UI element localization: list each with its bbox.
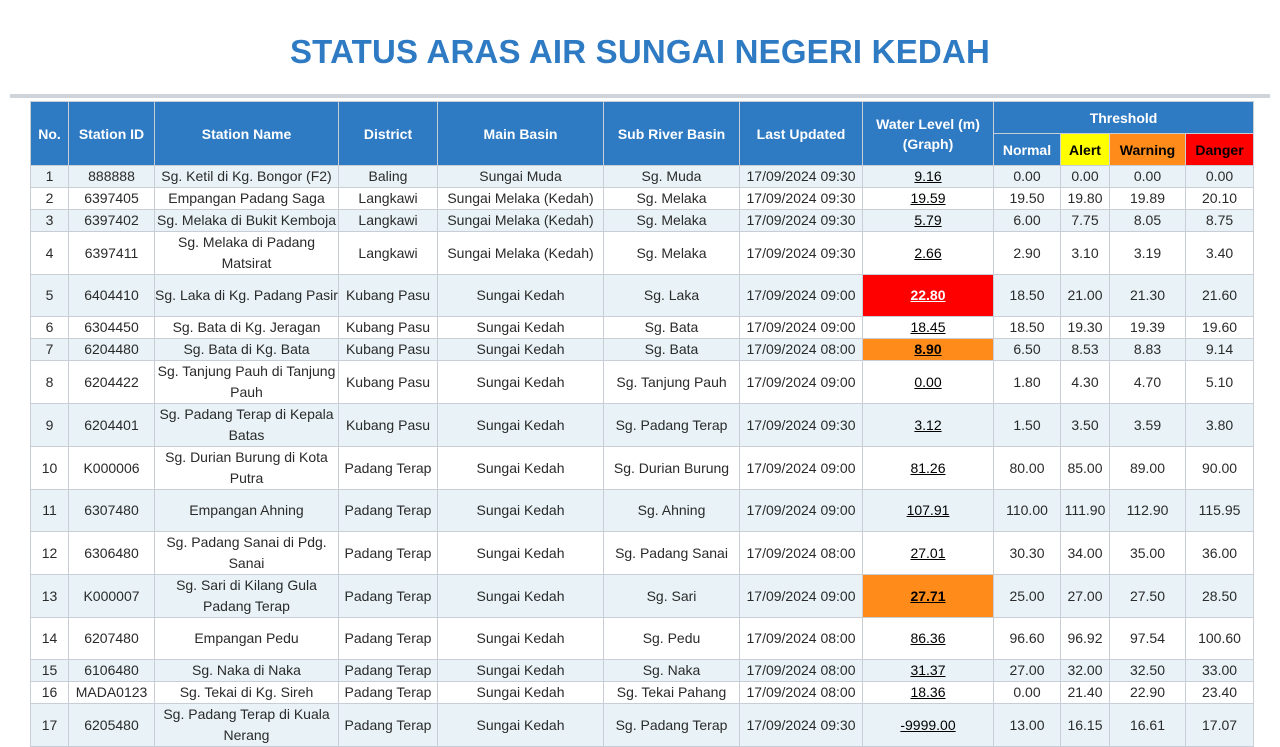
- cell-warning: 89.00: [1110, 447, 1186, 490]
- table-row: [31, 188, 1254, 210]
- header-station-name: Station Name: [155, 102, 339, 166]
- cell-water-level: [863, 532, 994, 575]
- cell-danger: 19.60: [1186, 317, 1254, 339]
- cell-water-level: [863, 166, 994, 188]
- header-alert: Alert: [1061, 134, 1110, 166]
- cell-station-name: Sg. Melaka di Bukit Kemboja: [155, 210, 339, 232]
- cell-sub-river-basin: Sg. Melaka: [604, 232, 740, 275]
- cell-alert: 19.30: [1061, 317, 1110, 339]
- cell-alert: 3.10: [1061, 232, 1110, 275]
- cell-last-updated: 17/09/2024 08:00: [740, 339, 863, 361]
- cell-danger: 21.60: [1186, 275, 1254, 317]
- cell-station-id: 6306480: [69, 532, 155, 575]
- table-row: [31, 275, 1254, 317]
- cell-normal: 27.00: [994, 660, 1061, 682]
- cell-no: 10: [31, 447, 69, 490]
- table-row: [31, 532, 1254, 575]
- cell-district: Baling: [339, 166, 438, 188]
- header-sub-river-basin: Sub River Basin: [604, 102, 740, 166]
- water-level-graph-link[interactable]: 86.36: [910, 630, 946, 646]
- cell-district: Kubang Pasu: [339, 404, 438, 447]
- cell-district: Langkawi: [339, 232, 438, 275]
- cell-sub-river-basin: Sg. Bata: [604, 339, 740, 361]
- cell-no: 1: [31, 166, 69, 188]
- cell-sub-river-basin: Sg. Melaka: [604, 210, 740, 232]
- water-level-graph-link[interactable]: 5.79: [914, 212, 942, 228]
- cell-alert: 8.53: [1061, 339, 1110, 361]
- cell-danger: 100.60: [1186, 618, 1254, 660]
- cell-main-basin: Sungai Melaka (Kedah): [438, 188, 604, 210]
- cell-water-level: [863, 660, 994, 682]
- cell-last-updated: 17/09/2024 09:30: [740, 404, 863, 447]
- cell-danger: 115.95: [1186, 490, 1254, 532]
- cell-no: 5: [31, 275, 69, 317]
- cell-water-level: [863, 618, 994, 660]
- cell-alert: 27.00: [1061, 575, 1110, 618]
- cell-normal: 19.50: [994, 188, 1061, 210]
- cell-district: Kubang Pasu: [339, 275, 438, 317]
- cell-district: Padang Terap: [339, 532, 438, 575]
- water-level-graph-link[interactable]: -9999.00: [900, 716, 956, 733]
- cell-warning: 16.61: [1110, 704, 1186, 747]
- cell-normal: 13.00: [994, 704, 1061, 747]
- header-no: No.: [31, 102, 69, 166]
- water-level-graph-link[interactable]: 18.36: [910, 684, 946, 700]
- cell-station-name: Sg. Sari di Kilang Gula Padang Terap: [155, 575, 339, 618]
- cell-last-updated: 17/09/2024 09:00: [740, 275, 863, 317]
- cell-danger: 90.00: [1186, 447, 1254, 490]
- cell-station-id: 6397402: [69, 210, 155, 232]
- cell-alert: 19.80: [1061, 188, 1110, 210]
- cell-alert: 21.40: [1061, 682, 1110, 704]
- table-row: [31, 682, 1254, 704]
- cell-sub-river-basin: Sg. Laka: [604, 275, 740, 317]
- cell-no: 14: [31, 618, 69, 660]
- cell-danger: 33.00: [1186, 660, 1254, 682]
- cell-warning: 35.00: [1110, 532, 1186, 575]
- cell-sub-river-basin: Sg. Padang Terap: [604, 404, 740, 447]
- header-divider: [10, 94, 1270, 98]
- cell-water-level: [863, 490, 994, 532]
- cell-alert: 96.92: [1061, 618, 1110, 660]
- cell-alert: 21.00: [1061, 275, 1110, 317]
- header-station-id: Station ID: [69, 102, 155, 166]
- water-level-graph-link[interactable]: 3.12: [914, 416, 942, 433]
- water-level-graph-link[interactable]: 31.37: [910, 662, 946, 678]
- cell-no: 17: [31, 704, 69, 747]
- cell-alert: 85.00: [1061, 447, 1110, 490]
- header-threshold: Threshold: [994, 102, 1254, 134]
- table-row: [31, 447, 1254, 490]
- cell-last-updated: 17/09/2024 08:00: [740, 618, 863, 660]
- cell-station-name: Sg. Ketil di Kg. Bongor (F2): [155, 166, 339, 188]
- cell-station-id: K000007: [69, 575, 155, 618]
- cell-last-updated: 17/09/2024 09:00: [740, 361, 863, 404]
- cell-normal: 0.00: [994, 166, 1061, 188]
- cell-normal: 2.90: [994, 232, 1061, 275]
- cell-danger: 28.50: [1186, 575, 1254, 618]
- cell-no: 16: [31, 682, 69, 704]
- cell-water-level: [863, 210, 994, 232]
- cell-last-updated: 17/09/2024 09:30: [740, 188, 863, 210]
- cell-last-updated: 17/09/2024 09:00: [740, 317, 863, 339]
- cell-sub-river-basin: Sg. Padang Sanai: [604, 532, 740, 575]
- cell-district: Padang Terap: [339, 575, 438, 618]
- cell-alert: 34.00: [1061, 532, 1110, 575]
- cell-no: 3: [31, 210, 69, 232]
- water-level-graph-link[interactable]: 2.66: [914, 244, 942, 261]
- cell-district: Kubang Pasu: [339, 361, 438, 404]
- water-level-graph-link[interactable]: 18.45: [910, 319, 946, 335]
- cell-station-id: 888888: [69, 166, 155, 188]
- cell-district: Kubang Pasu: [339, 339, 438, 361]
- cell-station-name: Sg. Padang Terap di Kepala Batas: [155, 404, 339, 447]
- cell-last-updated: 17/09/2024 08:00: [740, 660, 863, 682]
- cell-station-name: Sg. Padang Sanai di Pdg. Sanai: [155, 532, 339, 575]
- cell-station-id: 6397405: [69, 188, 155, 210]
- cell-normal: 18.50: [994, 317, 1061, 339]
- cell-district: Padang Terap: [339, 618, 438, 660]
- cell-water-level: [863, 704, 994, 747]
- cell-warning: 32.50: [1110, 660, 1186, 682]
- cell-sub-river-basin: Sg. Sari: [604, 575, 740, 618]
- cell-main-basin: Sungai Muda: [438, 166, 604, 188]
- cell-danger: 3.80: [1186, 404, 1254, 447]
- cell-water-level: [863, 339, 994, 361]
- cell-main-basin: Sungai Melaka (Kedah): [438, 232, 604, 275]
- cell-no: 6: [31, 317, 69, 339]
- cell-station-name: Sg. Padang Terap di Kuala Nerang: [155, 704, 339, 747]
- table-row: [31, 660, 1254, 682]
- table-row: [31, 361, 1254, 404]
- cell-station-name: Sg. Laka di Kg. Padang Pasir: [155, 275, 339, 317]
- cell-danger: 0.00: [1186, 166, 1254, 188]
- cell-normal: 18.50: [994, 275, 1061, 317]
- table-row: [31, 210, 1254, 232]
- cell-station-name: Sg. Durian Burung di Kota Putra: [155, 447, 339, 490]
- cell-alert: 7.75: [1061, 210, 1110, 232]
- cell-warning: 22.90: [1110, 682, 1186, 704]
- cell-station-name: Sg. Tekai di Kg. Sireh: [155, 682, 339, 704]
- table-row: [31, 166, 1254, 188]
- cell-danger: 36.00: [1186, 532, 1254, 575]
- cell-sub-river-basin: Sg. Tanjung Pauh: [604, 361, 740, 404]
- cell-station-id: 6304450: [69, 317, 155, 339]
- cell-main-basin: Sungai Kedah: [438, 575, 604, 618]
- cell-warning: 19.39: [1110, 317, 1186, 339]
- cell-warning: 19.89: [1110, 188, 1186, 210]
- cell-district: Kubang Pasu: [339, 317, 438, 339]
- cell-water-level: [863, 575, 994, 618]
- cell-last-updated: 17/09/2024 09:30: [740, 704, 863, 747]
- cell-warning: 3.59: [1110, 404, 1186, 447]
- cell-station-name: Sg. Tanjung Pauh di Tanjung Pauh: [155, 361, 339, 404]
- header-main-basin: Main Basin: [438, 102, 604, 166]
- cell-danger: 23.40: [1186, 682, 1254, 704]
- cell-alert: 32.00: [1061, 660, 1110, 682]
- cell-station-name: Sg. Bata di Kg. Jeragan: [155, 317, 339, 339]
- cell-alert: 16.15: [1061, 704, 1110, 747]
- water-level-graph-link[interactable]: 22.80: [910, 287, 946, 303]
- header-last-updated: Last Updated: [740, 102, 863, 166]
- cell-no: 8: [31, 361, 69, 404]
- cell-main-basin: Sungai Kedah: [438, 660, 604, 682]
- table-row: [31, 404, 1254, 447]
- cell-normal: 110.00: [994, 490, 1061, 532]
- cell-no: 7: [31, 339, 69, 361]
- cell-no: 12: [31, 532, 69, 575]
- cell-alert: 111.90: [1061, 490, 1110, 532]
- cell-district: Padang Terap: [339, 660, 438, 682]
- cell-last-updated: 17/09/2024 08:00: [740, 682, 863, 704]
- table-row: [31, 339, 1254, 361]
- cell-main-basin: Sungai Kedah: [438, 447, 604, 490]
- cell-district: Padang Terap: [339, 704, 438, 747]
- cell-main-basin: Sungai Kedah: [438, 275, 604, 317]
- cell-main-basin: Sungai Melaka (Kedah): [438, 210, 604, 232]
- cell-main-basin: Sungai Kedah: [438, 490, 604, 532]
- cell-danger: 17.07: [1186, 704, 1254, 747]
- cell-last-updated: 17/09/2024 08:00: [740, 532, 863, 575]
- water-level-graph-link[interactable]: 8.90: [914, 341, 942, 357]
- cell-station-name: Empangan Pedu: [155, 618, 339, 660]
- cell-sub-river-basin: Sg. Padang Terap: [604, 704, 740, 747]
- cell-district: Langkawi: [339, 188, 438, 210]
- table-row: [31, 317, 1254, 339]
- table-row: [31, 232, 1254, 275]
- water-level-graph-link[interactable]: 27.01: [910, 544, 946, 561]
- cell-main-basin: Sungai Kedah: [438, 404, 604, 447]
- cell-station-name: Empangan Padang Saga: [155, 188, 339, 210]
- cell-main-basin: Sungai Kedah: [438, 618, 604, 660]
- cell-station-id: 6404410: [69, 275, 155, 317]
- cell-warning: 27.50: [1110, 575, 1186, 618]
- cell-warning: 4.70: [1110, 361, 1186, 404]
- header-normal: Normal: [994, 134, 1061, 166]
- cell-main-basin: Sungai Kedah: [438, 532, 604, 575]
- cell-station-id: 6205480: [69, 704, 155, 747]
- water-level-table: [30, 101, 1254, 747]
- cell-main-basin: Sungai Kedah: [438, 682, 604, 704]
- cell-station-id: 6307480: [69, 490, 155, 532]
- cell-water-level: [863, 188, 994, 210]
- cell-warning: 21.30: [1110, 275, 1186, 317]
- water-level-graph-link[interactable]: 107.91: [906, 502, 950, 518]
- cell-station-id: 6204422: [69, 361, 155, 404]
- cell-sub-river-basin: Sg. Pedu: [604, 618, 740, 660]
- cell-last-updated: 17/09/2024 09:00: [740, 575, 863, 618]
- cell-danger: 3.40: [1186, 232, 1254, 275]
- cell-water-level: [863, 275, 994, 317]
- cell-normal: 0.00: [994, 682, 1061, 704]
- cell-station-id: 6106480: [69, 660, 155, 682]
- cell-station-name: Empangan Ahning: [155, 490, 339, 532]
- cell-station-id: K000006: [69, 447, 155, 490]
- cell-warning: 97.54: [1110, 618, 1186, 660]
- cell-alert: 0.00: [1061, 166, 1110, 188]
- cell-normal: 1.80: [994, 361, 1061, 404]
- page-title: STATUS ARAS AIR SUNGAI NEGERI KEDAH: [289, 33, 991, 70]
- cell-normal: 80.00: [994, 447, 1061, 490]
- cell-normal: 6.00: [994, 210, 1061, 232]
- cell-water-level: [863, 232, 994, 275]
- table-row: [31, 490, 1254, 532]
- cell-no: 11: [31, 490, 69, 532]
- cell-main-basin: Sungai Kedah: [438, 317, 604, 339]
- cell-station-name: Sg. Bata di Kg. Bata: [155, 339, 339, 361]
- cell-warning: 0.00: [1110, 166, 1186, 188]
- cell-last-updated: 17/09/2024 09:00: [740, 490, 863, 532]
- cell-station-id: 6204401: [69, 404, 155, 447]
- cell-danger: 8.75: [1186, 210, 1254, 232]
- cell-sub-river-basin: Sg. Ahning: [604, 490, 740, 532]
- cell-main-basin: Sungai Kedah: [438, 339, 604, 361]
- water-level-graph-link[interactable]: 19.59: [910, 190, 946, 206]
- cell-last-updated: 17/09/2024 09:30: [740, 166, 863, 188]
- cell-station-id: 6204480: [69, 339, 155, 361]
- cell-station-name: Sg. Melaka di Padang Matsirat: [155, 232, 339, 275]
- cell-normal: 6.50: [994, 339, 1061, 361]
- cell-sub-river-basin: Sg. Naka: [604, 660, 740, 682]
- cell-warning: 112.90: [1110, 490, 1186, 532]
- cell-district: Padang Terap: [339, 447, 438, 490]
- cell-water-level: [863, 317, 994, 339]
- water-level-graph-link[interactable]: 0.00: [914, 373, 942, 390]
- water-level-graph-link[interactable]: 27.71: [910, 587, 946, 604]
- cell-normal: 1.50: [994, 404, 1061, 447]
- cell-district: Padang Terap: [339, 490, 438, 532]
- cell-alert: 3.50: [1061, 404, 1110, 447]
- cell-station-id: 6397411: [69, 232, 155, 275]
- cell-district: Langkawi: [339, 210, 438, 232]
- cell-water-level: [863, 447, 994, 490]
- cell-sub-river-basin: Sg. Muda: [604, 166, 740, 188]
- cell-no: 9: [31, 404, 69, 447]
- cell-sub-river-basin: Sg. Durian Burung: [604, 447, 740, 490]
- cell-danger: 20.10: [1186, 188, 1254, 210]
- cell-no: 13: [31, 575, 69, 618]
- cell-danger: 9.14: [1186, 339, 1254, 361]
- header-water-level: [863, 102, 994, 166]
- cell-station-id: MADA0123: [69, 682, 155, 704]
- cell-sub-river-basin: Sg. Melaka: [604, 188, 740, 210]
- cell-station-id: 6207480: [69, 618, 155, 660]
- header-danger: Danger: [1186, 134, 1254, 166]
- cell-water-level: [863, 682, 994, 704]
- cell-district: Padang Terap: [339, 682, 438, 704]
- cell-main-basin: Sungai Kedah: [438, 704, 604, 747]
- header-water-level-graph-label: (Graph): [902, 135, 954, 152]
- cell-warning: 8.05: [1110, 210, 1186, 232]
- table-row: [31, 575, 1254, 618]
- cell-last-updated: 17/09/2024 09:30: [740, 210, 863, 232]
- header-district: District: [339, 102, 438, 166]
- cell-sub-river-basin: Sg. Bata: [604, 317, 740, 339]
- table-row: [31, 704, 1254, 747]
- water-level-graph-link[interactable]: 9.16: [914, 168, 942, 184]
- header-water-level-label: Water Level (m): [876, 115, 980, 132]
- cell-last-updated: 17/09/2024 09:00: [740, 447, 863, 490]
- cell-normal: 30.30: [994, 532, 1061, 575]
- cell-no: 4: [31, 232, 69, 275]
- cell-last-updated: 17/09/2024 09:30: [740, 232, 863, 275]
- cell-alert: 4.30: [1061, 361, 1110, 404]
- cell-sub-river-basin: Sg. Tekai Pahang: [604, 682, 740, 704]
- cell-warning: 8.83: [1110, 339, 1186, 361]
- cell-station-name: Sg. Naka di Naka: [155, 660, 339, 682]
- cell-warning: 3.19: [1110, 232, 1186, 275]
- table-container[interactable]: [30, 101, 1253, 743]
- cell-water-level: [863, 361, 994, 404]
- cell-normal: 25.00: [994, 575, 1061, 618]
- cell-danger: 5.10: [1186, 361, 1254, 404]
- header-warning: Warning: [1110, 134, 1186, 166]
- table-row: [31, 618, 1254, 660]
- cell-no: 15: [31, 660, 69, 682]
- cell-no: 2: [31, 188, 69, 210]
- cell-main-basin: Sungai Kedah: [438, 361, 604, 404]
- cell-water-level: [863, 404, 994, 447]
- cell-normal: 96.60: [994, 618, 1061, 660]
- table-body: [31, 166, 1254, 747]
- water-level-graph-link[interactable]: 81.26: [910, 459, 946, 476]
